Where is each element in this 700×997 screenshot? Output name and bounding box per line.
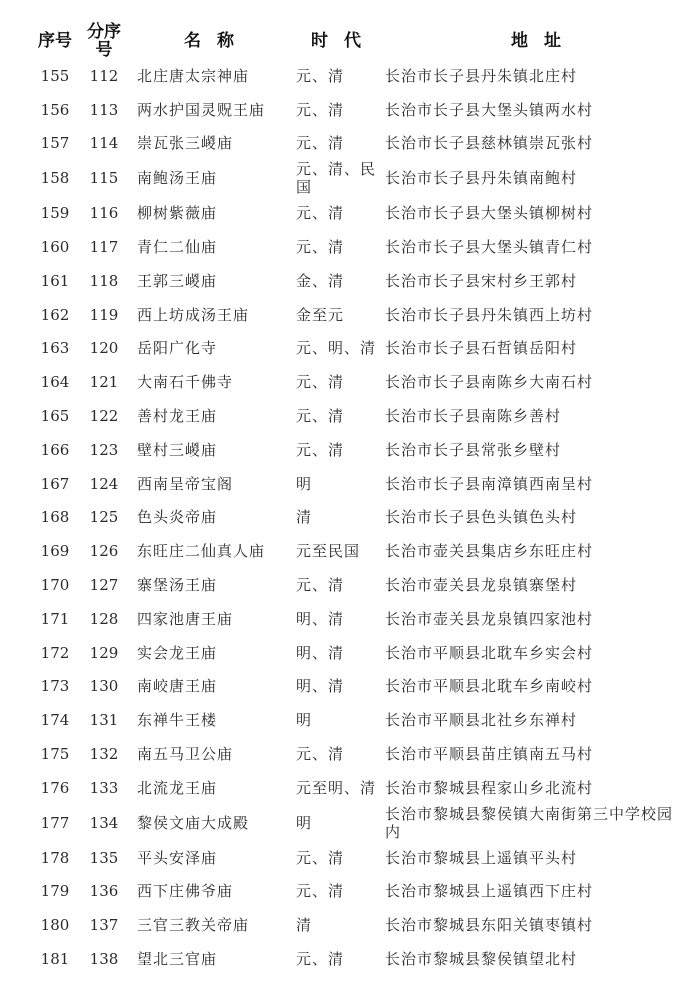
- sub-sequence-number-cell: 123: [89, 440, 119, 459]
- address-cell: 长治市壶关县集店乡东旺庄村: [385, 542, 594, 561]
- era-cell: 元、清: [296, 950, 345, 969]
- era-cell: 清: [296, 916, 313, 935]
- sequence-number-cell: 167: [40, 474, 70, 493]
- sequence-number-cell: 163: [40, 339, 70, 358]
- temple-name-cell: 南鲍汤王庙: [137, 169, 218, 188]
- temple-name-cell: 壁村三嵕庙: [137, 440, 218, 459]
- address-cell: 长治市长子县南陈乡大南石村: [385, 373, 594, 392]
- sub-sequence-number-cell: 120: [89, 339, 119, 358]
- header-sequence-number: 序号: [38, 30, 72, 51]
- table-row: [30, 771, 690, 805]
- sub-sequence-number-cell: 132: [89, 745, 119, 764]
- sequence-number-cell: 165: [40, 407, 70, 426]
- era-cell: 明: [296, 474, 313, 493]
- table-body: [30, 59, 690, 976]
- temple-name-cell: 色头炎帝庙: [137, 508, 218, 527]
- address-cell: 长治市长子县色头镇色头村: [385, 508, 578, 527]
- sub-sequence-number-cell: 115: [89, 169, 119, 188]
- sequence-number-cell: 164: [40, 373, 70, 392]
- table-row: [30, 942, 690, 976]
- sub-sequence-number-cell: 129: [89, 643, 119, 662]
- table-row: [30, 568, 690, 602]
- document-page: [30, 22, 690, 976]
- address-cell: 长治市长子县丹朱镇北庄村: [385, 66, 578, 85]
- temple-name-cell: 崇瓦张三嵕庙: [137, 134, 234, 153]
- sub-sequence-number-cell: 114: [89, 134, 119, 153]
- temple-name-cell: 柳树紫薇庙: [137, 204, 218, 223]
- temple-name-cell: 王郭三嵕庙: [137, 271, 218, 290]
- era-cell: 明: [296, 711, 313, 730]
- table-row: [30, 196, 690, 230]
- era-cell: 元、清: [296, 848, 345, 867]
- sequence-number-cell: 156: [40, 100, 70, 119]
- address-cell: 长治市长子县丹朱镇南鲍村: [385, 169, 578, 188]
- address-cell: 长治市长子县石哲镇岳阳村: [385, 339, 578, 358]
- sub-sequence-number-cell: 136: [89, 882, 119, 901]
- sub-sequence-number-cell: 138: [89, 950, 119, 969]
- temple-name-cell: 西下庄佛爷庙: [137, 882, 234, 901]
- table-row: [30, 433, 690, 467]
- address-cell: 长治市黎城县黎侯镇大南街第三中学校园内: [385, 804, 674, 841]
- sub-sequence-number-cell: 116: [89, 204, 119, 223]
- sub-sequence-number-cell: 118: [89, 271, 119, 290]
- era-cell: 元、清: [296, 373, 345, 392]
- temple-name-cell: 两水护国灵贶王庙: [137, 100, 266, 119]
- temple-name-cell: 平头安泽庙: [137, 848, 218, 867]
- header-era: 时 代: [311, 30, 361, 51]
- temple-name-cell: 北庄唐太宗神庙: [137, 66, 250, 85]
- era-cell: 明、清: [296, 643, 345, 662]
- address-cell: 长治市长子县大堡头镇两水村: [385, 100, 594, 119]
- table-row: [30, 534, 690, 568]
- temple-name-cell: 西上坊成汤王庙: [137, 305, 250, 324]
- era-cell: 金至元: [296, 305, 345, 324]
- address-cell: 长治市长子县宋村乡王郭村: [385, 271, 578, 290]
- temple-name-cell: 东禅牛王楼: [137, 711, 218, 730]
- sequence-number-cell: 170: [40, 576, 70, 595]
- sequence-number-cell: 179: [40, 882, 70, 901]
- era-cell: 元、明、清: [296, 339, 377, 358]
- sub-sequence-number-cell: 117: [89, 238, 119, 257]
- address-cell: 长治市长子县大堡头镇柳树村: [385, 204, 594, 223]
- table-row: [30, 841, 690, 875]
- table-row: [30, 670, 690, 704]
- temple-name-cell: 实会龙王庙: [137, 643, 218, 662]
- table-row: [30, 59, 690, 93]
- header-address: 地 址: [511, 30, 561, 51]
- sequence-number-cell: 161: [40, 271, 70, 290]
- table-row: [30, 805, 690, 841]
- sub-sequence-number-cell: 135: [89, 848, 119, 867]
- era-cell: 元、清: [296, 882, 345, 901]
- sub-sequence-number-cell: 124: [89, 474, 119, 493]
- table-row: [30, 737, 690, 771]
- sub-sequence-number-cell: 137: [89, 916, 119, 935]
- sequence-number-cell: 173: [40, 677, 70, 696]
- table-row: [30, 467, 690, 501]
- temple-name-cell: 西南呈帝宝阁: [137, 474, 234, 493]
- sequence-number-cell: 178: [40, 848, 70, 867]
- era-cell: 元、清: [296, 407, 345, 426]
- address-cell: 长治市长子县南漳镇西南呈村: [385, 474, 594, 493]
- temple-name-cell: 四家池唐王庙: [137, 609, 234, 628]
- table-row: [30, 636, 690, 670]
- header-sub-sequence-number: 分序号: [87, 21, 121, 60]
- sequence-number-cell: 172: [40, 643, 70, 662]
- address-cell: 长治市平顺县北社乡东禅村: [385, 711, 578, 730]
- sequence-number-cell: 180: [40, 916, 70, 935]
- sub-sequence-number-cell: 134: [89, 813, 119, 832]
- address-cell: 长治市壶关县龙泉镇寨堡村: [385, 576, 578, 595]
- sub-sequence-number-cell: 122: [89, 407, 119, 426]
- temple-name-cell: 南五马卫公庙: [137, 745, 234, 764]
- table-row: [30, 875, 690, 909]
- address-cell: 长治市长子县南陈乡善村: [385, 407, 562, 426]
- sub-sequence-number-cell: 113: [89, 100, 119, 119]
- sub-sequence-number-cell: 131: [89, 711, 119, 730]
- table-row: [30, 703, 690, 737]
- temple-name-cell: 北流龙王庙: [137, 778, 218, 797]
- table-row: [30, 365, 690, 399]
- era-cell: 元、清: [296, 204, 345, 223]
- era-cell: 元、清: [296, 440, 345, 459]
- era-cell: 清: [296, 508, 313, 527]
- sub-sequence-number-cell: 121: [89, 373, 119, 392]
- table-row: [30, 127, 690, 161]
- address-cell: 长治市黎城县上遥镇平头村: [385, 848, 578, 867]
- era-cell: 明、清: [296, 609, 345, 628]
- era-cell: 元、清: [296, 576, 345, 595]
- address-cell: 长治市平顺县北耽车乡南峧村: [385, 677, 594, 696]
- address-cell: 长治市黎城县上遥镇西下庄村: [385, 882, 594, 901]
- address-cell: 长治市平顺县苗庄镇南五马村: [385, 745, 594, 764]
- address-cell: 长治市黎城县黎侯镇望北村: [385, 950, 578, 969]
- temple-name-cell: 善村龙王庙: [137, 407, 218, 426]
- table-row: [30, 332, 690, 366]
- table-row: [30, 602, 690, 636]
- sub-sequence-number-cell: 127: [89, 576, 119, 595]
- temple-name-cell: 南峧唐王庙: [137, 677, 218, 696]
- era-cell: 金、清: [296, 271, 345, 290]
- sub-sequence-number-cell: 130: [89, 677, 119, 696]
- sequence-number-cell: 177: [40, 813, 70, 832]
- temple-list-table: [30, 22, 690, 976]
- address-cell: 长治市黎城县程家山乡北流村: [385, 778, 594, 797]
- table-row: [30, 264, 690, 298]
- table-row: [30, 908, 690, 942]
- sub-sequence-number-cell: 126: [89, 542, 119, 561]
- sub-sequence-number-cell: 128: [89, 609, 119, 628]
- era-cell: 元、清: [296, 134, 345, 153]
- temple-name-cell: 岳阳广化寺: [137, 339, 218, 358]
- era-cell: 元、清: [296, 745, 345, 764]
- sequence-number-cell: 162: [40, 305, 70, 324]
- temple-name-cell: 三官三教关帝庙: [137, 916, 250, 935]
- header-row: [30, 22, 690, 59]
- table-row: [30, 230, 690, 264]
- era-cell: 元、清、民国: [296, 160, 377, 197]
- temple-name-cell: 青仁二仙庙: [137, 238, 218, 257]
- sequence-number-cell: 159: [40, 204, 70, 223]
- sequence-number-cell: 168: [40, 508, 70, 527]
- sequence-number-cell: 155: [40, 66, 70, 85]
- temple-name-cell: 东旺庄二仙真人庙: [137, 542, 266, 561]
- temple-name-cell: 望北三官庙: [137, 950, 218, 969]
- sequence-number-cell: 171: [40, 609, 70, 628]
- header-name: 名 称: [184, 30, 234, 51]
- temple-name-cell: 黎侯文庙大成殿: [137, 813, 250, 832]
- table-row: [30, 160, 690, 196]
- temple-name-cell: 寨堡汤王庙: [137, 576, 218, 595]
- address-cell: 长治市壶关县龙泉镇四家池村: [385, 609, 594, 628]
- address-cell: 长治市长子县丹朱镇西上坊村: [385, 305, 594, 324]
- sequence-number-cell: 158: [40, 169, 70, 188]
- era-cell: 元至明、清: [296, 778, 377, 797]
- address-cell: 长治市平顺县北耽车乡实会村: [385, 643, 594, 662]
- sub-sequence-number-cell: 133: [89, 778, 119, 797]
- temple-name-cell: 大南石千佛寺: [137, 373, 234, 392]
- address-cell: 长治市长子县常张乡壁村: [385, 440, 562, 459]
- sequence-number-cell: 181: [40, 950, 70, 969]
- era-cell: 明、清: [296, 677, 345, 696]
- table-row: [30, 501, 690, 535]
- sequence-number-cell: 176: [40, 778, 70, 797]
- sub-sequence-number-cell: 125: [89, 508, 119, 527]
- sequence-number-cell: 169: [40, 542, 70, 561]
- sub-sequence-number-cell: 119: [89, 305, 119, 324]
- sequence-number-cell: 157: [40, 134, 70, 153]
- era-cell: 元、清: [296, 100, 345, 119]
- era-cell: 明: [296, 813, 313, 832]
- sub-sequence-number-cell: 112: [89, 66, 119, 85]
- address-cell: 长治市黎城县东阳关镇枣镇村: [385, 916, 594, 935]
- era-cell: 元、清: [296, 66, 345, 85]
- sequence-number-cell: 174: [40, 711, 70, 730]
- era-cell: 元、清: [296, 238, 345, 257]
- sequence-number-cell: 160: [40, 238, 70, 257]
- address-cell: 长治市长子县慈林镇崇瓦张村: [385, 134, 594, 153]
- table-row: [30, 298, 690, 332]
- era-cell: 元至民国: [296, 542, 361, 561]
- table-row: [30, 93, 690, 127]
- sequence-number-cell: 166: [40, 440, 70, 459]
- address-cell: 长治市长子县大堡头镇青仁村: [385, 238, 594, 257]
- table-header: [30, 22, 690, 59]
- table-row: [30, 399, 690, 433]
- sequence-number-cell: 175: [40, 745, 70, 764]
